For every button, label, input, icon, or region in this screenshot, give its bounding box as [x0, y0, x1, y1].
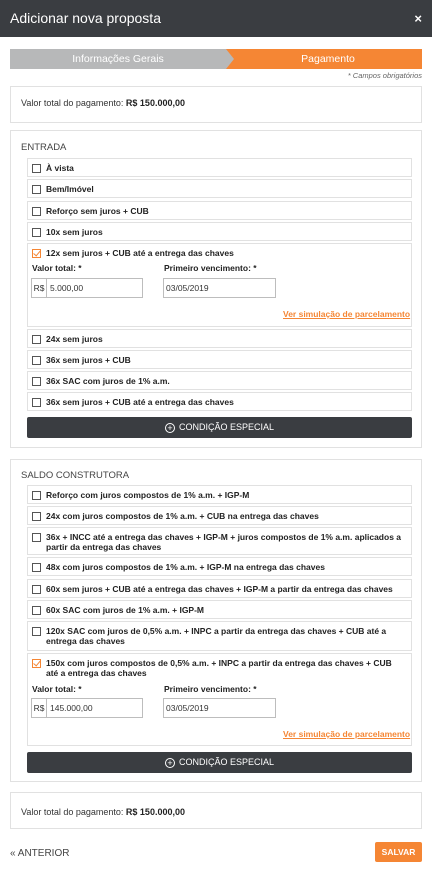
sim-link[interactable]: Ver simulação de parcelamento	[283, 309, 411, 319]
required-note: * Campos obrigatórios	[347, 71, 422, 80]
anterior-link[interactable]: « ANTERIOR	[10, 848, 70, 859]
checkbox[interactable]	[32, 627, 41, 636]
valor-total-label: Valor total: *	[32, 263, 82, 273]
saldo-option[interactable]	[27, 485, 412, 504]
entrada-option[interactable]	[27, 158, 412, 177]
option-label: 36x sem juros + CUB até a entrega das chaves	[46, 397, 234, 407]
option-label: 36x + INCC até a entrega das chaves + IGP-M + juros compostos de 1% a.m. aplicados a partir da entrega das chaves	[46, 532, 402, 552]
plus-circle-icon: +	[165, 423, 175, 433]
condicao-especial-button[interactable]	[27, 417, 412, 438]
checkbox[interactable]	[32, 606, 41, 615]
step-pagamento[interactable]: Pagamento	[226, 49, 422, 69]
saldo-option[interactable]	[27, 579, 412, 598]
checkbox[interactable]	[32, 585, 41, 594]
checkbox[interactable]	[32, 377, 41, 386]
close-icon[interactable]: ×	[414, 11, 422, 26]
option-label: À vista	[46, 163, 74, 173]
checkbox[interactable]	[32, 491, 41, 500]
modal-title: Adicionar nova proposta	[10, 10, 161, 26]
total-box-bottom	[10, 792, 422, 829]
entrada-option[interactable]	[27, 201, 412, 220]
option-label: 60x SAC com juros de 1% a.m. + IGP-M	[46, 605, 205, 615]
checkbox[interactable]	[32, 398, 41, 407]
saldo-option[interactable]	[27, 527, 412, 555]
valor-total-label: Valor total: *	[32, 684, 82, 694]
checkbox[interactable]	[32, 512, 41, 521]
checkbox[interactable]	[32, 228, 41, 237]
entrada-option[interactable]	[27, 179, 412, 198]
checkbox[interactable]	[32, 563, 41, 572]
total-top	[21, 98, 185, 108]
saldo-title: SALDO CONSTRUTORA	[21, 470, 130, 481]
checkbox-checked[interactable]	[32, 659, 41, 668]
total-label: Valor total do pagamento:	[21, 807, 124, 817]
saldo-option[interactable]	[27, 506, 412, 525]
vencimento-label: Primeiro vencimento: *	[164, 263, 257, 273]
vencimento-value: 03/05/2019	[166, 283, 209, 293]
button-label: CONDIÇÃO ESPECIAL	[178, 422, 275, 432]
total-bottom	[21, 807, 185, 817]
checkbox[interactable]	[32, 356, 41, 365]
entrada-option[interactable]	[27, 350, 412, 369]
sim-link[interactable]: Ver simulação de parcelamento	[283, 729, 411, 739]
total-value: R$ 150.000,00	[125, 807, 185, 817]
option-label: 24x sem juros	[46, 334, 103, 344]
entrada-option[interactable]	[27, 329, 412, 348]
option-label: 48x com juros compostos de 1% a.m. + IGP-M na entrega das chaves	[46, 562, 325, 572]
salvar-button[interactable]: SALVAR	[375, 842, 422, 862]
entrada-option[interactable]	[27, 371, 412, 390]
vencimento-label: Primeiro vencimento: *	[164, 684, 257, 694]
plus-circle-icon: +	[165, 758, 175, 768]
checkbox[interactable]	[32, 335, 41, 344]
checkbox[interactable]	[32, 185, 41, 194]
condicao-especial-button[interactable]	[27, 752, 412, 773]
vencimento-value: 03/05/2019	[166, 703, 209, 713]
saldo-option[interactable]	[27, 600, 412, 619]
option-label: Bem/Imóvel	[46, 184, 94, 194]
step-informacoes-gerais[interactable]: Informações Gerais	[10, 49, 226, 69]
vencimento-input[interactable]	[163, 698, 276, 718]
option-label: 36x SAC com juros de 1% a.m.	[46, 376, 170, 386]
valor-total-value: 145.000,00	[50, 703, 93, 713]
option-label: 36x sem juros + CUB	[46, 355, 131, 365]
total-value: R$ 150.000,00	[125, 98, 185, 108]
option-label: 150x com juros compostos de 0,5% a.m. + INPC a partir da entrega das chaves + CUB até a entrega das chaves	[46, 658, 392, 678]
currency-prefix: R$	[32, 279, 47, 297]
option-label: 12x sem juros + CUB até a entrega das chaves	[46, 248, 234, 258]
checkbox-checked[interactable]	[32, 249, 41, 258]
option-label: Reforço sem juros + CUB	[46, 206, 149, 216]
valor-total-input[interactable]	[31, 278, 143, 298]
step-progress	[10, 49, 422, 69]
option-label: 60x sem juros + CUB até a entrega das chaves + IGP-M a partir da entrega das chaves	[46, 584, 393, 594]
entrada-option[interactable]	[27, 392, 412, 411]
valor-total-value: 5.000,00	[50, 283, 84, 293]
entrada-title: ENTRADA	[21, 142, 67, 153]
checkbox[interactable]	[32, 207, 41, 216]
option-label: Reforço com juros compostos de 1% a.m. + IGP-M	[46, 490, 250, 500]
option-label: 24x com juros compostos de 1% a.m. + CUB na entrega das chaves	[46, 511, 319, 521]
total-label: Valor total do pagamento:	[21, 98, 124, 108]
valor-total-input[interactable]	[31, 698, 143, 718]
modal-header	[0, 0, 432, 37]
button-label: CONDIÇÃO ESPECIAL	[178, 757, 275, 767]
currency-prefix: R$	[32, 699, 47, 717]
option-label: 10x sem juros	[46, 227, 103, 237]
saldo-option[interactable]	[27, 557, 412, 576]
checkbox[interactable]	[32, 164, 41, 173]
saldo-option[interactable]	[27, 621, 412, 651]
vencimento-input[interactable]	[163, 278, 276, 298]
step-arrow	[226, 49, 234, 69]
entrada-option[interactable]	[27, 222, 412, 241]
option-label: 120x SAC com juros de 0,5% a.m. + INPC a partir da entrega das chaves + CUB até a entrega das chaves	[46, 626, 387, 646]
total-box-top	[10, 86, 422, 123]
checkbox[interactable]	[32, 533, 41, 542]
